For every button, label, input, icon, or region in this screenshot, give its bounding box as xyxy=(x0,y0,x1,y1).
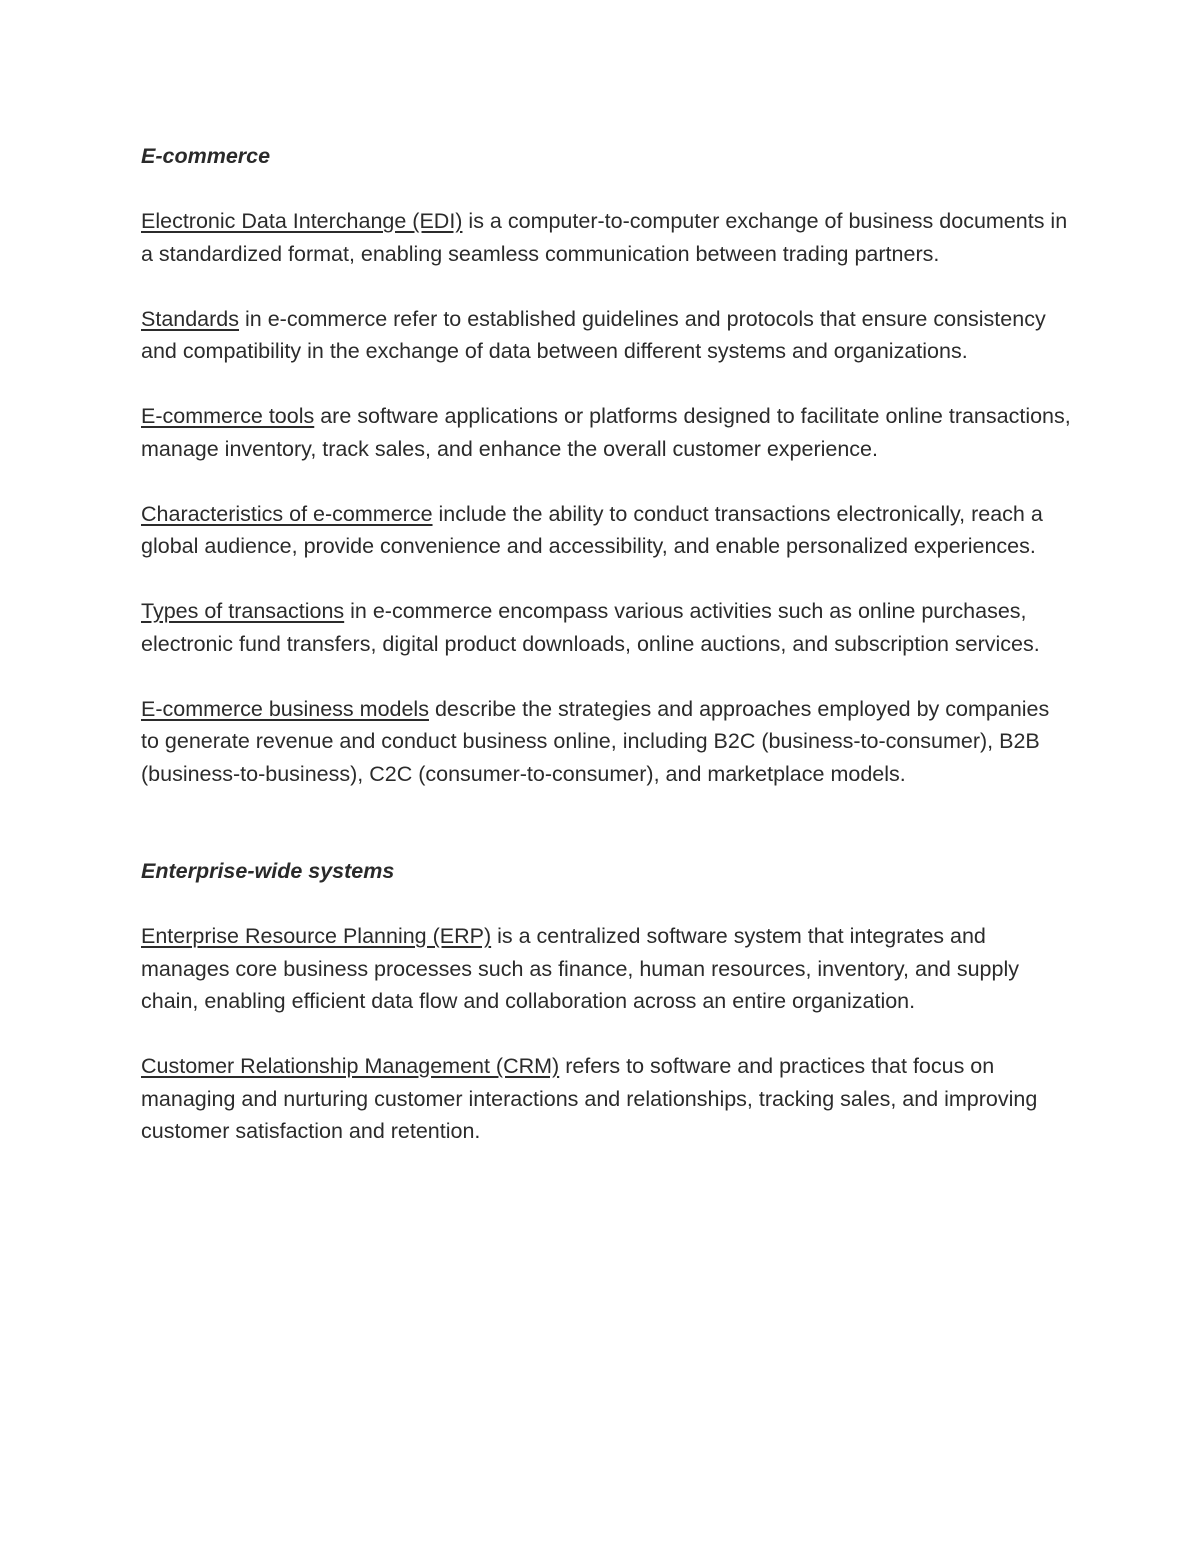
spacer xyxy=(141,660,1071,693)
definition-erp: is a centralized software system that integrates and manages core business processes such as finance, human resources, inventory, and supply chain, enabling efficient data flow and collaboration across an entire organization. xyxy=(141,924,1019,1013)
definition-standards: in e-commerce refer to established guidelines and protocols that ensure consistency and compatibility in the exchange of data between different systems and organizations. xyxy=(141,306,1046,363)
paragraph-edi xyxy=(141,205,1071,270)
paragraph-standards xyxy=(141,303,1071,368)
term-standards: Standards xyxy=(141,306,240,331)
spacer xyxy=(141,888,1071,921)
spacer xyxy=(141,270,1071,303)
definition-characteristics: include the ability to conduct transactions electronically, reach a global audience, provide convenience and accessibility, and enable personalized experiences. xyxy=(141,501,1043,558)
paragraph-characteristics xyxy=(141,498,1071,563)
paragraph-types-of-transactions xyxy=(141,595,1071,660)
definition-types-of-transactions: in e-commerce encompass various activities such as online purchases, electronic fund transfers, digital product downloads, online auctions, and subscription services. xyxy=(141,599,1040,656)
spacer xyxy=(141,563,1071,596)
paragraph-crm xyxy=(141,1050,1071,1148)
definition-ecommerce-tools: are software applications or platforms designed to facilitate online transactions, manage inventory, track sales, and enhance the overall customer experience. xyxy=(141,404,1071,461)
spacer xyxy=(141,465,1071,498)
definition-edi: is a computer-to-computer exchange of business documents in a standardized format, enabling seamless communication between trading partners. xyxy=(141,209,1068,266)
paragraph-ecommerce-tools xyxy=(141,400,1071,465)
document-page xyxy=(141,140,1071,1148)
section-heading-enterprise-systems: Enterprise-wide systems xyxy=(141,859,395,883)
spacer xyxy=(141,1018,1071,1051)
term-business-models: E-commerce business models xyxy=(141,696,429,721)
term-crm: Customer Relationship Management (CRM) xyxy=(141,1054,560,1078)
definition-crm: refers to software and practices that focus on managing and nurturing customer interactions and relationships, tracking sales, and improving customer satisfaction and retention. xyxy=(141,1054,1038,1143)
spacer xyxy=(141,790,1071,855)
term-characteristics: Characteristics of e-commerce xyxy=(141,501,433,526)
term-edi: Electronic Data Interchange (EDI) xyxy=(141,209,463,233)
spacer xyxy=(141,368,1071,401)
term-types-of-transactions: Types of transactions xyxy=(141,599,345,623)
paragraph-erp xyxy=(141,920,1071,1018)
definition-business-models: describe the strategies and approaches employed by companies to generate revenue and conduct business online, including B2C (business-to-consumer), B2B (business-to-business), C2C (consumer-to-consumer), and marketplace models. xyxy=(141,696,1050,786)
paragraph-business-models xyxy=(141,693,1071,791)
term-ecommerce-tools: E-commerce tools xyxy=(141,404,315,428)
spacer xyxy=(141,173,1071,206)
term-erp: Enterprise Resource Planning (ERP) xyxy=(141,924,492,948)
section-heading-ecommerce: E-commerce xyxy=(141,144,271,168)
